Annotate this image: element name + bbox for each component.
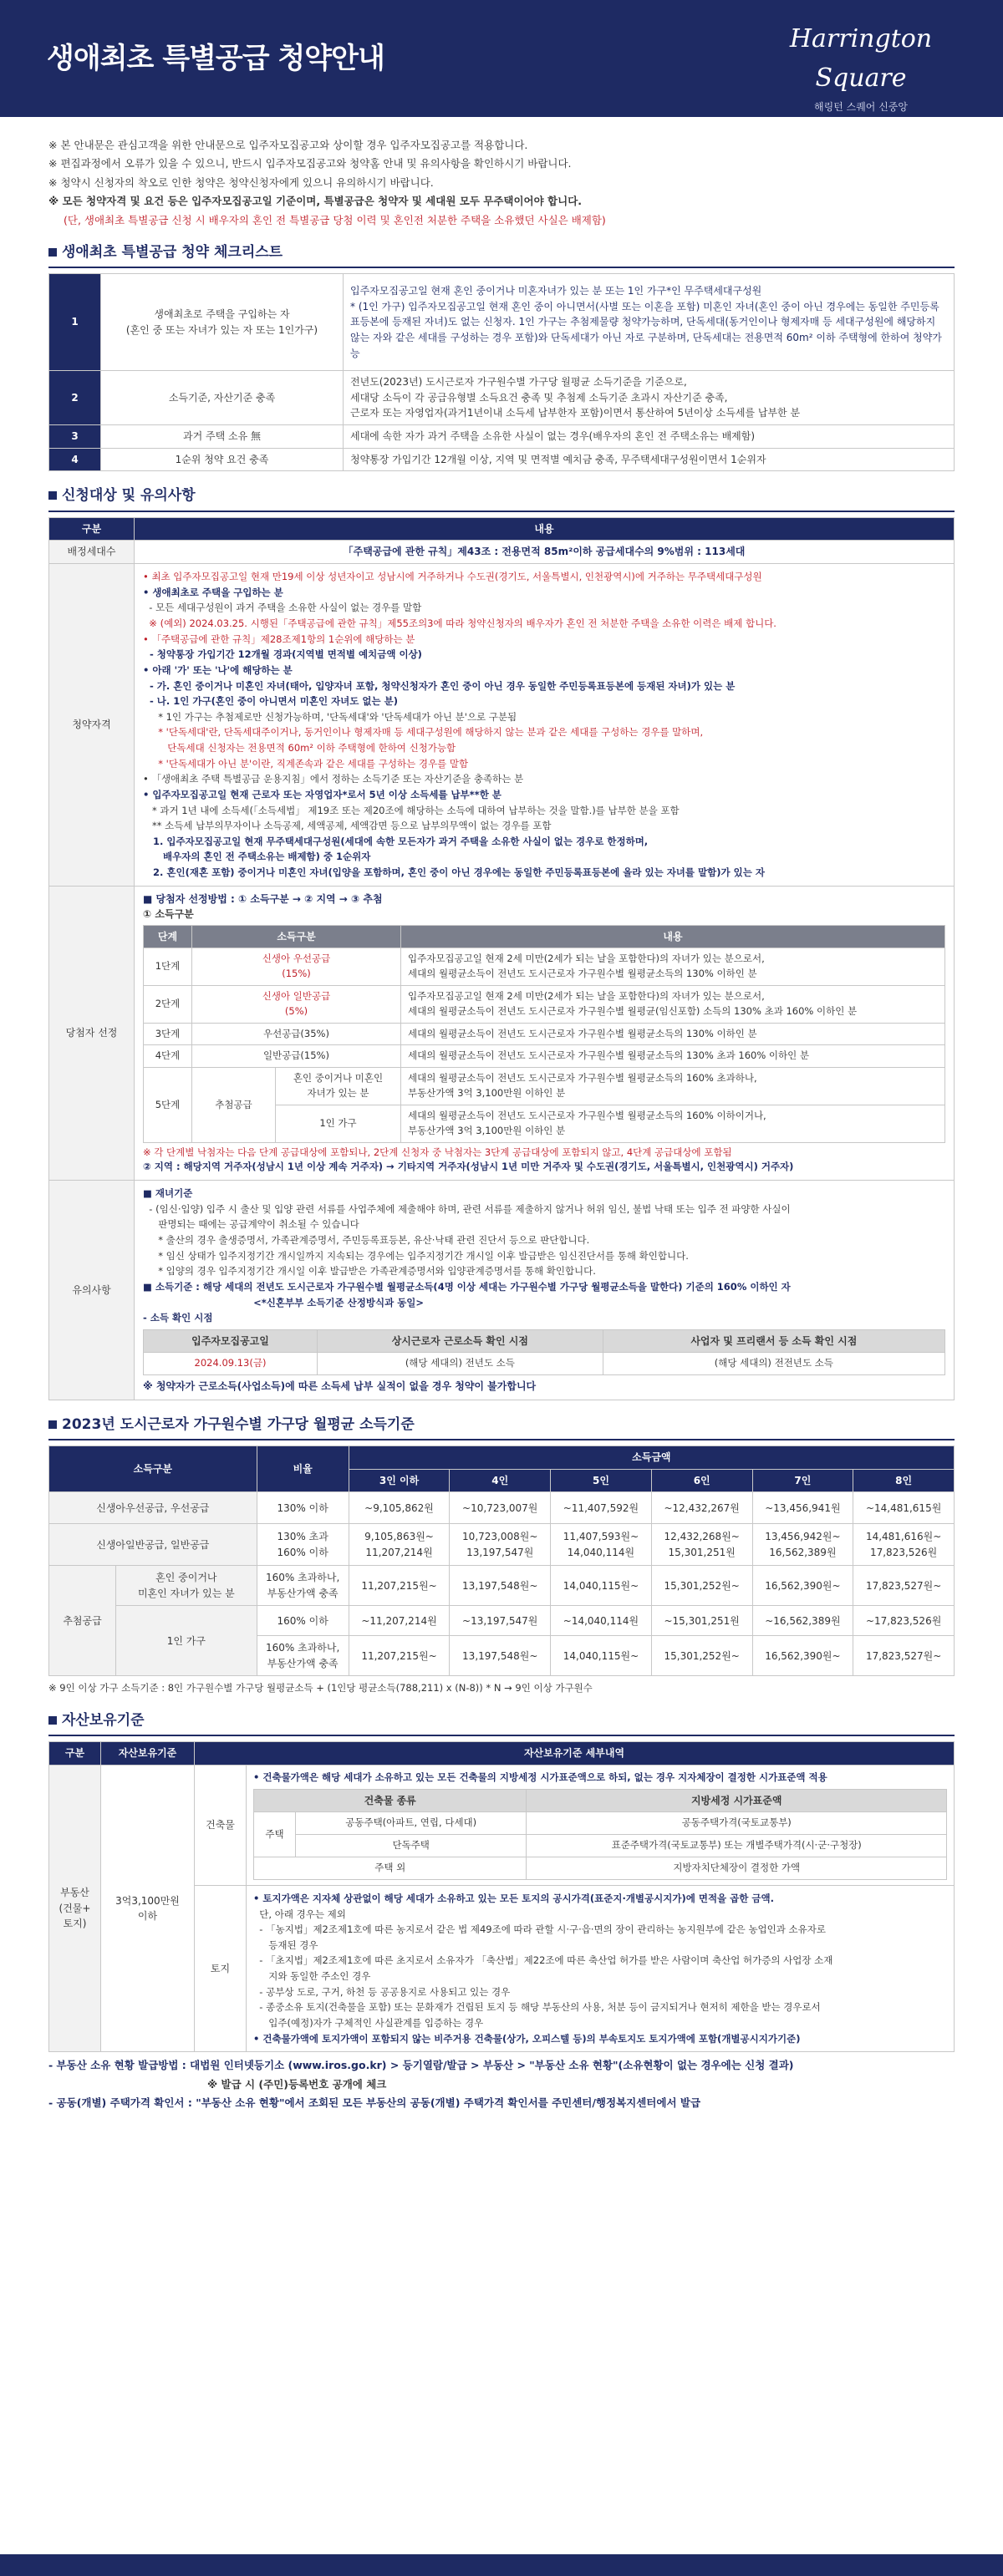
step-cell: 2단계 [144,986,192,1024]
amount-cell: ~9,105,862원 [349,1492,450,1524]
text-line: 입주(예정)자가 구체적인 사실관계를 입증하는 경우 [253,2016,484,2029]
asset-table [48,1741,955,2052]
col-header: 지방세정 시가표준액 [527,1789,947,1812]
amount-cell: 13,197,548원~ [450,1566,551,1606]
text-line: - 소득 확인 시점 [143,1312,213,1324]
desc-cell: 세대의 월평균소득이 전년도 도시근로자 가구원수별 월평균소득의 160% 이하이거나, 부동산가액 3억 3,100만원 이하인 분 [401,1105,945,1142]
checklist-heading [48,241,955,268]
row-content: 전년도(2023년) 도시근로자 가구원수별 가구당 월평균 소득기준을 기준으로, 세대당 소득이 각 공급유형별 소득요건 충족 및 추첨제 소득기준 초과시 자산기준 충족, 근로자 또는 자영업자(과거1년이내 소득세 납부한자 포함)이면서 통산하여 5년이상 소득세를 납부한 분 [344,371,955,425]
text-line: 판명되는 때에는 공급계약이 취소될 수 있습니다 [143,1218,359,1231]
col-header: 단계 [144,925,192,948]
page-title: 생애최초 특별공급 청약안내 [47,42,384,75]
amount-cell: ~11,407,592원 [551,1492,652,1524]
amount-cell: 10,723,008원~ 13,197,547원 [450,1524,551,1566]
text-line: * 입양의 경우 입주지정기간 개시일 이후 발급받은 가족관계증명서와 입양관계증명서를 통해 확인합니다. [143,1265,596,1278]
amount-cell: 11,407,593원~ 14,040,114원 [551,1524,652,1566]
desc-cell: 입주자모집공고일 현재 2세 미만(2세가 되는 날을 포함한다)의 자녀가 있는 분으로서, 세대의 월평균소득이 전년도 도시근로자 가구원수별 월평균소득의 130% 이하인 분 [401,948,945,986]
row-content: 청약통장 가입기간 12개월 이상, 지역 및 면적별 예치금 충족, 무주택세대구성원이면서 1순위자 [344,448,955,471]
step-cell: 5단계 [144,1068,192,1142]
caution-lines [143,1186,945,1326]
row-label: 청약자격 [49,564,135,887]
text-line: - 종중소유 토지(건축물을 포함) 또는 문화재가 건립된 토지 등 해당 부동산의 사용, 처분 등이 금지되거나 현저히 제한을 받는 경우로서 [253,2001,821,2014]
text-line: ■ 소득기준 : 해당 세대의 전년도 도시근로자 가구원수별 월평균소득(4명 이상 세대는 가구원수별 가구당 월평균소득을 말한다) 기준의 160% 이하인 자 [143,1280,791,1293]
section-title: 생애최초 특별공급 청약 체크리스트 [62,243,283,261]
announce-date: 2024.09.13(금) [144,1353,318,1375]
row-number: 4 [49,448,101,471]
notice-item-exception: (단, 생애최초 특별공급 신청 시 배우자의 혼인 전 특별공급 당첨 이력 및 혼인전 처분한 주택을 소유했던 사실은 배제함) [64,213,606,226]
row-label: 1순위 청약 요건 충족 [101,448,344,471]
income-heading [48,1414,955,1440]
text-line: • 생애최초로 주택을 구입하는 분 [143,586,283,598]
amount-cell: 13,456,942원~ 16,562,389원 [752,1524,853,1566]
col-header: 구분 [49,1742,101,1766]
square-icon [48,1716,57,1725]
notice-item: ※ 모든 청약자격 및 요건 등은 입주자모집공고일 기준이며, 특별공급은 청약자 및 세대원 모두 무주택이어야 합니다. [48,195,583,208]
amount-cell: 16,562,390원~ [752,1636,853,1676]
subtype-cell: 1인 가구 [116,1606,257,1676]
amount-cell: 11,207,215원~ [349,1636,450,1676]
building-content [247,1766,955,1886]
land-content [247,1885,955,2051]
text-line: 배우자의 혼인 전 주택소유는 배제함) 중 1순위자 [143,851,371,863]
building-price: 공동주택가격(국토교통부) [527,1812,947,1835]
row-label: 배정세대수 [49,541,135,564]
step-cell: 4단계 [144,1045,192,1068]
col-header: 5인 [551,1469,652,1492]
amount-cell: ~15,301,251원 [651,1606,752,1636]
caution-note: ※ 청약자가 근로소득(사업소득)에 따른 소득세 납부 실적이 없을 경우 청약이 불가합니다 [143,1380,537,1393]
text-line: - 청약통장 가입기간 12개월 경과(지역별 면적별 예치금액 이상) [143,648,422,661]
building-type: 공동주택(아파트, 연립, 다세대) [296,1812,527,1835]
amount-cell: 14,040,115원~ [551,1566,652,1606]
amount-cell: 9,105,863원~ 11,207,214원 [349,1524,450,1566]
timing-cell: (해당 세대의) 전전년도 소득 [603,1353,944,1375]
text-line: • 「생애최초 주택 특별공급 운용지침」에서 정하는 소득기준 또는 자산기준을 충족하는 분 [143,773,524,785]
subtype-cell: 혼인 중이거나 미혼인 자녀가 있는 분 [116,1566,257,1606]
amount-cell: ~14,040,114원 [551,1606,652,1636]
col-header: 사업자 및 프리랜서 등 소득 확인 시점 [603,1329,944,1353]
footer-notes [48,2057,955,2111]
income-timing-table [143,1329,945,1375]
text-line: - (임신·입양) 입주 시 출산 및 입양 관련 서류를 사업주체에 제출해야 하며, 관련 서류를 제출하지 않거나 허위 임신, 불법 낙태 또는 입주 전 파양한 사실이 [143,1202,791,1215]
ratio-cell: 160% 초과하나, 부동산가액 충족 [257,1636,349,1676]
subtype-cell: 1인 가구 [276,1105,401,1142]
selection-content [135,886,955,1181]
amount-cell: 17,823,527원~ [853,1566,955,1606]
row-label: 소득기준, 자산기준 충족 [101,371,344,425]
square-icon [48,491,57,500]
asset-label: 부동산 (건물+ 토지) [49,1766,101,2052]
amount-cell: 17,823,527원~ [853,1636,955,1676]
text-line: * '단독세대'란, 단독세대주이거나, 동거인이나 형제자매 등 세대구성원에 해당하지 않는 분과 같은 세대를 구성하는 경우를 말하며, [143,726,704,739]
land-label: 토지 [195,1885,247,2051]
footer-note: ※ 발급 시 (주민)등록번호 공개에 체크 [207,2077,387,2091]
caution-content [135,1181,955,1400]
notice-item: ※ 본 안내문은 관심고객을 위한 안내문으로 입주자모집공고와 상이할 경우 입주자모집공고를 적용합니다. [48,139,528,151]
type-cell: 신생아일반공급, 일반공급 [49,1524,257,1566]
type-cell: 신생아 일반공급 (5%) [192,986,401,1024]
col-header: 자산보유기준 세부내역 [195,1742,955,1766]
selection-method: ■ 당첨자 선정방법 : ① 소득구분 → ② 지역 → ③ 추첨 [143,892,383,905]
allocation-value: 「주택공급에 관한 규칙」제43조 : 전용면적 85m²이하 공급세대수의 9%범위 : 113세대 [135,541,955,564]
col-header: 7인 [752,1469,853,1492]
step-cell: 3단계 [144,1023,192,1045]
selection-sub: ① 소득구분 [143,908,194,921]
amount-cell: ~10,723,007원 [450,1492,551,1524]
text-line: - 공부상 도로, 구거, 하천 등 공공용지로 사용되고 있는 경우 [253,1985,511,1998]
text-line: <*신혼부부 소득기준 산정방식과 동일> [143,1296,425,1308]
building-type: 단독주택 [296,1835,527,1857]
amount-cell: 15,301,252원~ [651,1566,752,1606]
col-header: 건축물 종류 [254,1789,527,1812]
text-line: 지와 동일한 주소인 경우 [253,1970,371,1983]
text-line: * 1인 가구는 추첨제로만 신청가능하며, '단독세대'와 '단독세대가 아닌 분'으로 구분됨 [143,710,517,723]
type-cell: 추첨공급 [49,1566,116,1676]
amount-cell: ~16,562,389원 [752,1606,853,1636]
text-line: • 건축물가액에 토지가액이 포함되지 않는 비주거용 건축물(상가, 오피스텔 등)의 부속토지도 토지가액에 포함(개별공시지가기준) [253,2032,801,2045]
text-line: 2. 혼인(재혼 포함) 중이거나 미혼인 자녀(입양을 포함하며, 혼인 중이 아닌 경우에는 동일한 주민등록표등본에 올라 있는 자녀를 말함)가 있는 자 [143,866,765,878]
row-number: 2 [49,371,101,425]
row-content: 입주자모집공고일 현재 혼인 중이거나 미혼자녀가 있는 분 또는 1인 가구*인 무주택세대구성원 * (1인 가구) 입주자모집공고일 현재 혼인 중이 아니면서(사별 또는 이혼을 포함) 미혼인 자녀(혼인 중이 아닌 경우에는 동일한 주민등록표등본에 등재된 자녀)도 없는 신청자. 1인 가구는 추첨제물량 청약가능하며, 단독세대(동거인이나 형제자매 등 세대구성원에 해당하지 않는 자와 같은 세대를 구성하는 경우 포함)와 단독세대가 아닌 자로 구분하며, 단독세대는 전용면적 60m² 이하 주택형에 한하여 청약가능 [344,274,955,371]
notice-item: ※ 편집과정에서 오류가 있을 수 있으니, 반드시 입주자모집공고와 청약홈 안내 및 유의사항을 확인하시기 바랍니다. [48,157,572,170]
building-price: 지방자치단체장이 결정한 가액 [527,1857,947,1880]
text-line: - 모든 세대구성원이 과거 주택을 소유한 사실이 없는 경우를 말함 [143,602,422,614]
ratio-cell: 130% 초과 160% 이하 [257,1524,349,1566]
brand-logo [752,20,970,113]
text-line: • 「주택공급에 관한 규칙」제28조제1항의 1순위에 해당하는 분 [143,633,415,645]
subtype-cell: 혼인 중이거나 미혼인 자녀가 있는 분 [276,1068,401,1105]
row-number: 1 [49,274,101,371]
col-header: 소득금액 [349,1446,954,1470]
amount-cell: 14,040,115원~ [551,1636,652,1676]
notice-item: ※ 청약시 신청자의 착오로 인한 청약은 청약신청자에게 있으니 유의하시기 바랍니다. [48,175,434,189]
amount-cell: ~17,823,526원 [853,1606,955,1636]
land-lines [253,1891,947,2046]
text-line: - 나. 1인 가구(혼인 중이 아니면서 미혼인 자녀도 없는 분) [143,695,398,708]
amount-cell: 13,197,548원~ [450,1636,551,1676]
square-icon [48,248,57,257]
col-header: 구분 [49,517,135,541]
amount-cell: ~11,207,214원 [349,1606,450,1636]
amount-cell: 14,481,616원~ 17,823,526원 [853,1524,955,1566]
ratio-cell: 160% 이하 [257,1606,349,1636]
col-header: 소득구분 [192,925,401,948]
selection-note: ※ 각 단계별 낙첨자는 다음 단계 공급대상에 포함되나, 2단계 신청자 중 낙첨자는 3단계 공급대상에 포함되지 않고, 4단계 공급대상에 포함됨 [143,1146,732,1158]
text-line: * '단독세대가 아닌 분'이란, 직계존속과 같은 세대를 구성하는 경우를 말함 [143,757,469,770]
footer-note: - 부동산 소유 현황 발급방법 : 대법원 인터넷등기소 (www.iros.go.kr) > 등기열람/발급 > 부동산 > "부동산 소유 현황"(소유현황이 없는 경우에는 신청 결과) [48,2059,794,2072]
row-label: 당첨자 선정 [49,886,135,1181]
row-label: 생애최초로 주택을 구입하는 자 (혼인 중 또는 자녀가 있는 자 또는 1인가구) [101,274,344,371]
page-header [0,0,1003,117]
timing-cell: (해당 세대의) 전년도 소득 [318,1353,603,1375]
text-line: ■ 재녀기준 [143,1187,193,1200]
col-header: 입주자모집공고일 [144,1329,318,1353]
eligibility-table [48,517,955,1400]
type-cell: 우선공급(35%) [192,1023,401,1045]
type-cell: 신생아 우선공급 (15%) [192,948,401,986]
col-header: 6인 [651,1469,752,1492]
ratio-cell: 160% 초과하나, 부동산가액 충족 [257,1566,349,1606]
amount-cell: 11,207,215원~ [349,1566,450,1606]
notice-list [48,137,955,228]
logo-subtitle: 해링턴 스퀘어 신중앙 [814,101,908,113]
amount-cell: 16,562,390원~ [752,1566,853,1606]
col-header: 내용 [401,925,945,948]
text-line: * 임신 상태가 입주지정기간 개시일까지 지속되는 경우에는 입주지정기간 개시일 이후 발급받은 임신진단서를 통해 확인합니다. [143,1249,689,1262]
desc-cell: 세대의 월평균소득이 전년도 도시근로자 가구원수별 월평균소득의 130% 초과 160% 이하인 분 [401,1045,945,1068]
text-line: 단독세대 신청자는 전용면적 60m² 이하 주택형에 한하여 신청가능함 [143,742,456,754]
section-title: 신청대상 및 유의사항 [62,487,196,505]
desc-cell: 세대의 월평균소득이 전년도 도시근로자 가구원수별 월평균소득의 130% 이하인 분 [401,1023,945,1045]
col-header: 자산보유기준 [101,1742,195,1766]
amount-cell: ~12,432,267원 [651,1492,752,1524]
row-number: 3 [49,425,101,449]
row-content: 세대에 속한 자가 과거 주택을 소유한 사실이 없는 경우(배우자의 혼인 전 주택소유는 배제함) [344,425,955,449]
selection-region: ② 지역 : 해당지역 거주자(성남시 1년 이상 계속 거주자) → 기타지역 거주자(성남시 1년 미만 거주자 및 수도권(경기도, 서울특별시, 인천광역시) 거주자) [143,1161,794,1173]
type-cell: 일반공급(15%) [192,1045,401,1068]
ratio-cell: 130% 이하 [257,1492,349,1524]
checklist-table [48,273,955,471]
square-icon [48,1420,57,1429]
type-cell: 신생아우선공급, 우선공급 [49,1492,257,1524]
building-type: 주택 외 [254,1857,527,1880]
logo-script: Harrington Square [789,24,933,93]
qualification-lines [143,569,945,881]
section-title: 자산보유기준 [62,1712,145,1730]
eligibility-heading [48,485,955,511]
text-line: • 아래 '가' 또는 '나'에 해당하는 분 [143,663,293,676]
text-line: • 입주자모집공고일 현재 근로자 또는 자영업자*로서 5년 이상 소득세를 납부**한 분 [143,788,502,800]
amount-cell: ~13,197,547원 [450,1606,551,1636]
asset-heading [48,1710,955,1736]
selection-table [143,925,945,1143]
income-table [48,1446,955,1676]
step-cell: 1단계 [144,948,192,986]
text-line: ** 소득세 납부의무자이나 소득공제, 세액공제, 세액감면 등으로 납부의무액이 없는 경우를 포함 [143,820,552,832]
text-line: • 최초 입주자모집공고일 현재 만19세 이상 성년자이고 성남시에 거주하거나 수도권(경기도, 서울특별시, 인천광역시)에 거주하는 무주택세대구성원 [143,571,762,583]
text-line: - 가. 혼인 중이거나 미혼인 자녀(태아, 입양자녀 포함, 청약신청자가 혼인 중이 아닌 경우 동일한 주민등록표등본에 등재된 자녀)가 있는 분 [143,679,736,692]
house-label: 주택 [254,1812,296,1857]
building-label: 건축물 [195,1766,247,1886]
amount-cell: ~14,481,615원 [853,1492,955,1524]
text-line: • 토지가액은 지자체 상관없이 해당 세대가 소유하고 있는 모든 토지의 공시가격(표준지·개별공시지가)에 면적을 곱한 금액. [253,1892,774,1904]
section-title: 2023년 도시근로자 가구원수별 가구당 월평균 소득기준 [62,1415,415,1433]
text-line: - 「초지법」제2조제1호에 따른 초지로서 소유자가 「축산법」제22조에 따른 축산업 허가를 받은 사람이며 축산업 허가증의 사업장 소재 [253,1954,833,1967]
desc-cell: 세대의 월평균소득이 전년도 도시근로자 가구원수별 월평균소득의 160% 초과하나, 부동산가액 3억 3,100만원 이하인 분 [401,1068,945,1105]
type-cell: 추첨공급 [192,1068,276,1142]
text-line: ※ (예외) 2024.03.25. 시행된「주택공급에 관한 규칙」제55조의3에 따라 청약신청자의 배우자가 혼인 전 처분한 주택을 소유한 이력은 배제 합니다. [143,617,776,629]
text-line: * 과거 1년 내에 소득세(「소득세법」 제19조 또는 제20조에 해당하는 소득에 대하여 납부하는 것을 말함.)를 납부한 분을 포함 [143,804,680,816]
text-line: 등재된 경우 [253,1938,318,1951]
amount-cell: ~13,456,941원 [752,1492,853,1524]
text-line: * 출산의 경우 출생증명서, 가족관계증명서, 주민등록표등본, 유산·낙태 관련 진단서 등으로 판단합니다. [143,1234,590,1247]
row-label: 유의사항 [49,1181,135,1400]
building-price: 표준주택가격(국토교통부) 또는 개별주택가격(시·군·구청장) [527,1835,947,1857]
building-price-table [253,1789,947,1880]
amount-cell: 15,301,252원~ [651,1636,752,1676]
col-header: 8인 [853,1469,955,1492]
row-label: 과거 주택 소유 無 [101,425,344,449]
col-header: 상시근로자 근로소득 확인 시점 [318,1329,603,1353]
qualification-content [135,564,955,887]
asset-amount: 3억3,100만원 이하 [101,1766,195,2052]
col-header: 소득구분 [49,1446,257,1492]
col-header: 내용 [135,517,955,541]
building-intro: • 건축물가액은 해당 세대가 소유하고 있는 모든 건축물의 지방세정 시가표준액으로 하되, 없는 경우 지자체장이 결정한 시가표준액 적용 [253,1771,827,1784]
amount-cell: 12,432,268원~ 15,301,251원 [651,1524,752,1566]
bottom-bar [0,2554,1003,2576]
text-line: - 「농지법」제2조제1호에 따른 농지로서 같은 법 제49조에 따라 관할 시·구·읍·면의 장이 관리하는 농지원부에 같은 농업인과 소유자로 [253,1923,826,1936]
footer-note: - 공동(개별) 주택가격 확인서 : "부동산 소유 현황"에서 조회된 모든 부동산의 공동(개별) 주택가격 확인서를 주민센터/행정복지센터에서 발급 [48,2096,701,2109]
income-note: ※ 9인 이상 가구 소득기준 : 8인 가구원수별 가구당 월평균소득 + (1인당 평균소득(788,211) x (N-8)) * N → 9인 이상 가구원수 [48,1682,593,1694]
text-line: 1. 입주자모집공고일 현재 무주택세대구성원(세대에 속한 모든자가 과거 주택을 소유한 사실이 없는 경우로 한정하며, [143,835,649,847]
col-header: 3인 이하 [349,1469,450,1492]
col-header: 비율 [257,1446,349,1492]
text-line: 단, 아래 경우는 제외 [253,1908,346,1920]
desc-cell: 입주자모집공고일 현재 2세 미만(2세가 되는 날을 포함한다)의 자녀가 있는 분으로서, 세대의 월평균소득이 전년도 도시근로자 가구원수별 월평균(임신포함) 소득의 130% 초과 160% 이하인 분 [401,986,945,1024]
col-header: 4인 [450,1469,551,1492]
